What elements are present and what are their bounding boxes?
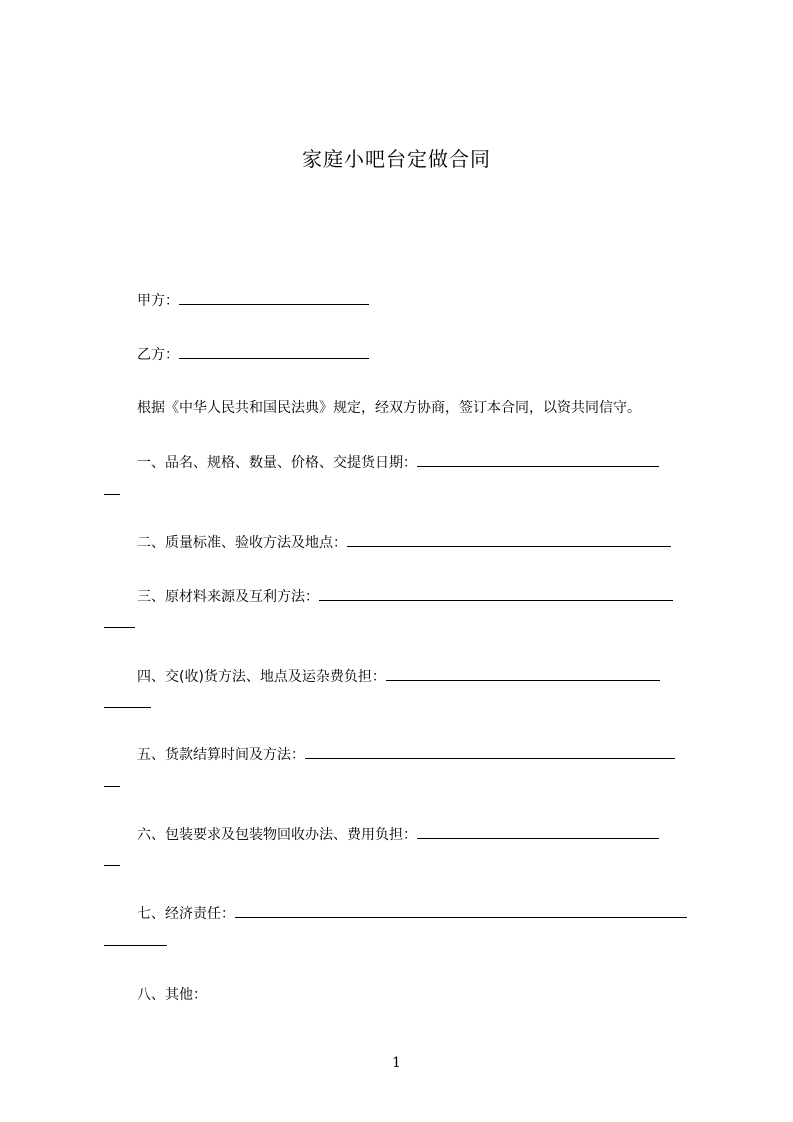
- clause-5-blank[interactable]: [305, 744, 675, 759]
- clause-7-label: 七、经济责任：: [137, 906, 235, 922]
- clause-5: [137, 744, 675, 765]
- clause-6-blank-continued[interactable]: [104, 865, 120, 866]
- party-b-blank[interactable]: [179, 344, 369, 359]
- document-title: 家庭小吧台定做合同: [302, 147, 491, 171]
- party-a-blank[interactable]: [179, 290, 369, 305]
- clause-2-blank[interactable]: [347, 532, 671, 547]
- clause-8: 八、其他：: [137, 987, 207, 1003]
- clause-5-label: 五、货款结算时间及方法：: [137, 747, 305, 763]
- preamble-text: 根据《中华人民共和国民法典》规定，经双方协商，签订本合同，以资共同信守。: [137, 400, 641, 416]
- clause-1-blank-continued[interactable]: [104, 494, 120, 495]
- clause-3-blank[interactable]: [319, 586, 673, 601]
- clause-1: [137, 452, 659, 473]
- clause-3: [137, 586, 673, 607]
- party-b-line: [137, 344, 369, 365]
- clause-4-blank-continued[interactable]: [104, 707, 151, 708]
- clause-7: [137, 903, 687, 924]
- party-a-line: [137, 290, 369, 311]
- clause-1-blank[interactable]: [417, 452, 659, 467]
- clause-6: [137, 824, 659, 845]
- clause-4-label: 四、交(收)货方法、地点及运杂费负担：: [137, 669, 386, 685]
- clause-6-blank[interactable]: [417, 824, 659, 839]
- clause-7-blank-continued[interactable]: [104, 945, 167, 946]
- clause-3-label: 三、原材料来源及互利方法：: [137, 589, 319, 605]
- clause-4: [137, 666, 660, 687]
- clause-2-label: 二、质量标准、验收方法及地点：: [137, 535, 347, 551]
- party-a-label: 甲方：: [137, 293, 179, 309]
- party-b-label: 乙方：: [137, 347, 179, 363]
- clause-5-blank-continued[interactable]: [104, 786, 120, 787]
- clause-2: [137, 532, 671, 553]
- page-number: 1: [392, 1055, 401, 1071]
- clause-3-blank-continued[interactable]: [104, 627, 135, 628]
- clause-6-label: 六、包装要求及包装物回收办法、费用负担：: [137, 827, 417, 843]
- clause-1-label: 一、品名、规格、数量、价格、交提货日期：: [137, 455, 417, 471]
- clause-7-blank[interactable]: [235, 903, 687, 918]
- clause-4-blank[interactable]: [386, 666, 660, 681]
